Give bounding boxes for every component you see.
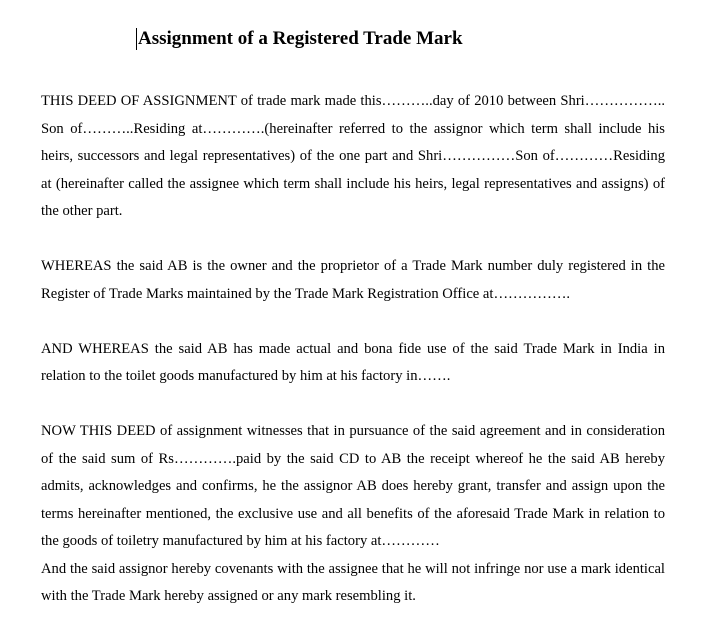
paragraph-spacer bbox=[41, 391, 665, 419]
paragraph-spacer bbox=[41, 308, 665, 336]
paragraph-whereas-owner: WHEREAS the said AB is the owner and the proprietor of a Trade Mark number duly registered in the Register of Trade Marks maintained by the Trade Mark Registration Office at……………. bbox=[41, 258, 665, 302]
paragraph-now-this-deed: NOW THIS DEED of assignment witnesses that in pursuance of the said agreement and in consideration of the said sum of Rs………….paid by the said CD to AB the receipt whereof he the said AB hereby admits, acknowledges and confirms, he the assignor AB does hereby grant, transfer and assign upon the terms hereinafter mentioned, the exclusive use and all benefits of the aforesaid Trade Mark in relation to the goods of toiletry manufactured by him at his factory at………… bbox=[41, 423, 665, 549]
paragraph-deed-parties: THIS DEED OF ASSIGNMENT of trade mark made this………..day of 2010 between Shri…………….. Son of………..Residing at………….(hereinafter referred to the assignor which term shall include his heirs, successors and legal representatives) of the one part and Shri……………Son of…………Residing at (hereinafter called the assignee which term shall include his heirs, legal representatives and assigns) of the other part. bbox=[41, 93, 665, 219]
document-body bbox=[41, 88, 665, 611]
paragraph-whereas-use: AND WHEREAS the said AB has made actual and bona fide use of the said Trade Mark in India in relation to the toilet goods manufactured by him at his factory in……. bbox=[41, 340, 665, 384]
paragraph-covenant: And the said assignor hereby covenants with the assignee that he will not infringe nor use a mark identical with the Trade Mark hereby assigned or any mark resembling it. bbox=[41, 560, 665, 604]
document-title: Assignment of a Registered Trade Mark bbox=[138, 28, 463, 49]
text-cursor bbox=[136, 28, 137, 50]
paragraph-spacer bbox=[41, 226, 665, 254]
title-line bbox=[136, 26, 463, 52]
